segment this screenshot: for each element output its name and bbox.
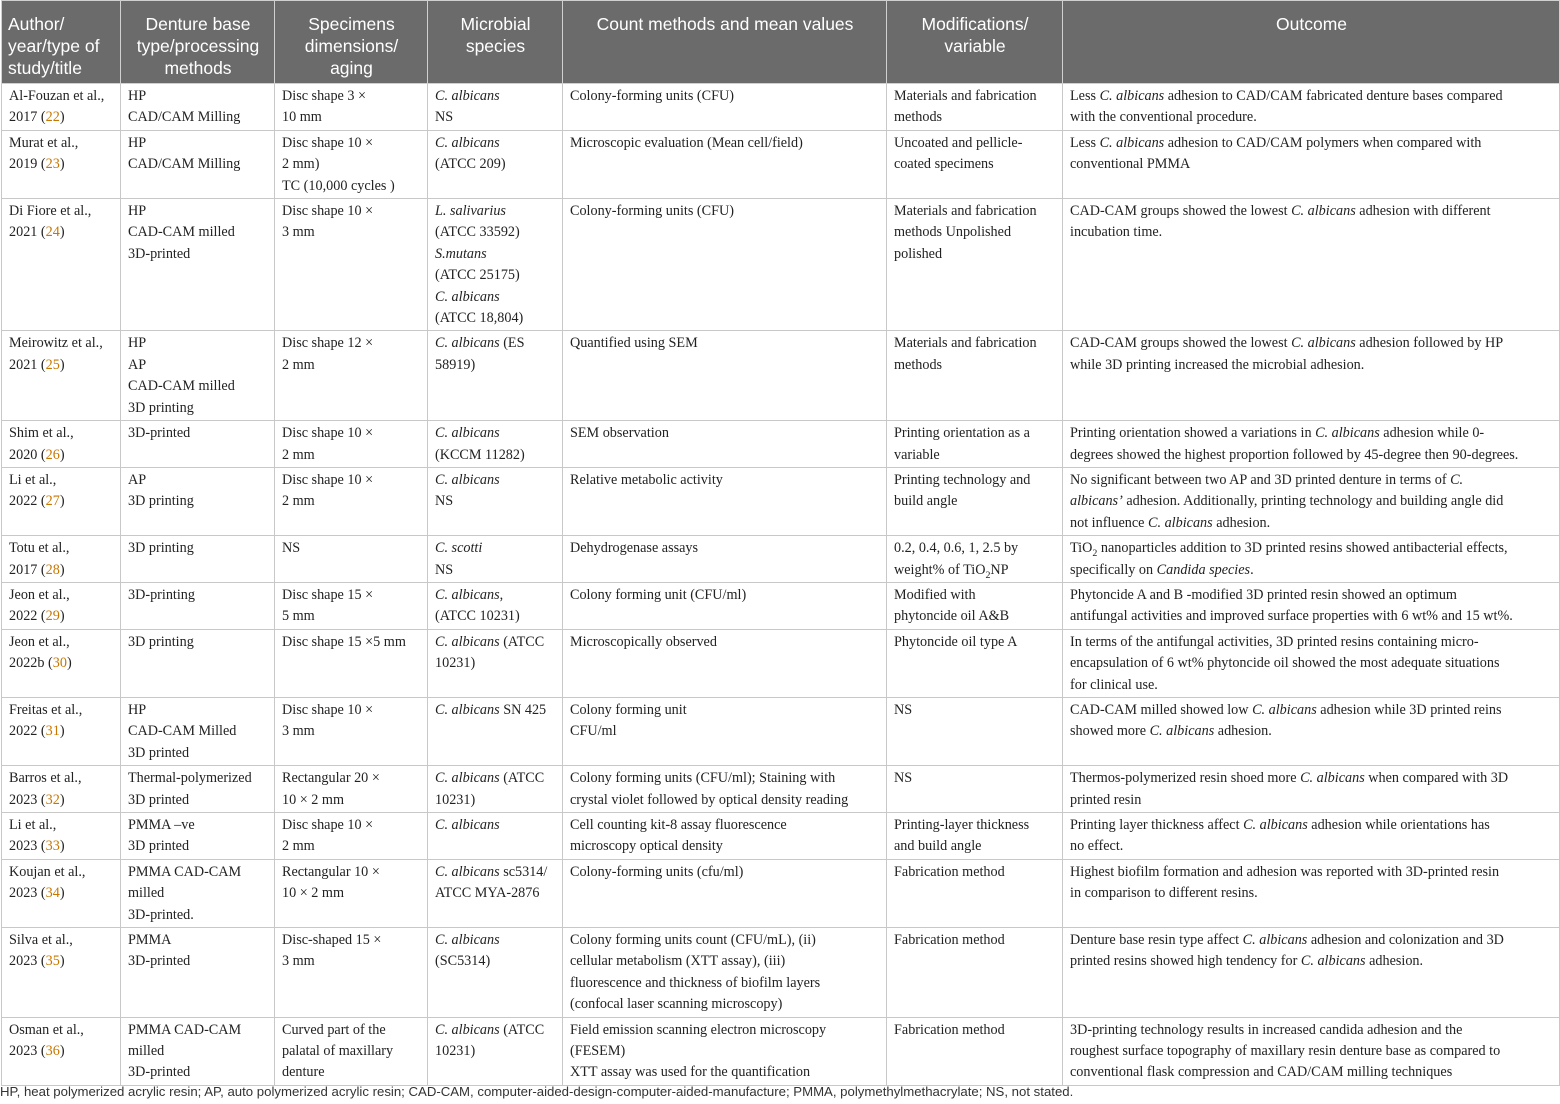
subscript: 2	[985, 569, 991, 581]
cell-specimens: Disc shape 10 × 2 mm	[275, 813, 428, 860]
cell-author: Barros et al., 2023 (32)	[2, 766, 121, 813]
table-row	[2, 467, 1560, 535]
table-row	[2, 697, 1560, 765]
species-name: C. albicans	[1099, 88, 1165, 104]
cell-author: Jeon et al., 2022 (29)	[2, 582, 121, 629]
cell-modifications: NS	[887, 697, 1063, 765]
cell-denture-base: AP 3D printing	[121, 467, 275, 535]
cell-specimens: Disc shape 15 ×5 mm	[275, 629, 428, 697]
cell-denture-base: HP AP CAD-CAM milled 3D printing	[121, 331, 275, 421]
cell-author: Koujan et al., 2023 (34)	[2, 859, 121, 927]
cell-count-methods: Colony-forming units (CFU)	[563, 84, 887, 131]
cell-count-methods: Colony-forming units (cfu/ml)	[563, 859, 887, 927]
species-name: C. albicans	[435, 701, 500, 718]
species-name: C. albicans	[435, 932, 500, 949]
reference-link[interactable]: 32	[45, 791, 60, 808]
table-row	[2, 629, 1560, 697]
cell-specimens: Disc shape 15 × 5 mm	[275, 582, 428, 629]
cell-outcome: TiO$_2$ nanoparticles addition to 3D printed resins showed antibacterial effects, specifically on Candida species.	[1063, 536, 1560, 583]
table-row	[2, 536, 1560, 583]
cell-count-methods: Field emission scanning electron microscopy (FESEM) XTT assay was used for the quantification	[563, 1017, 887, 1085]
cell-specimens: Disc shape 12 × 2 mm	[275, 331, 428, 421]
cell-author: Meirowitz et al., 2021 (25)	[2, 331, 121, 421]
species-name: C. albicans	[435, 425, 500, 442]
cell-modifications: Printing technology and build angle	[887, 467, 1063, 535]
species-name: C. albicans	[1252, 701, 1317, 718]
cell-author: Shim et al., 2020 (26)	[2, 421, 121, 468]
cell-microbial-species: C. albicans NS	[428, 467, 563, 535]
reference-link[interactable]: 34	[45, 885, 60, 902]
cell-specimens: Rectangular 10 × 10 × 2 mm	[275, 859, 428, 927]
cell-count-methods: Microscopically observed	[563, 629, 887, 697]
cell-outcome: CAD-CAM milled showed low C. albicans adhesion while 3D printed reins showed more C. albicans adhesion.	[1063, 697, 1560, 765]
cell-author: Al-Fouzan et al., 2017 (22)	[2, 84, 121, 131]
cell-outcome: Phytoncide A and B -modified 3D printed resin showed an optimum antifungal activities and improved surface properties with 6 wt% and 15 wt%.	[1063, 582, 1560, 629]
species-name: albicans’	[1070, 493, 1123, 510]
cell-outcome: Less C. albicans adhesion to CAD/CAM polymers when compared with conventional PMMA	[1063, 130, 1560, 198]
table-row	[2, 582, 1560, 629]
species-name: C. albicans	[1099, 134, 1165, 151]
header-modifications: Modifications/ variable	[887, 1, 1063, 84]
cell-author: Di Fiore et al., 2021 (24)	[2, 199, 121, 331]
cell-count-methods: Cell counting kit-8 assay fluorescence microscopy optical density	[563, 813, 887, 860]
reference-link[interactable]: 31	[45, 723, 60, 740]
cell-denture-base: 3D-printed	[121, 421, 275, 468]
cell-microbial-species: C. albicans NS	[428, 84, 563, 131]
cell-specimens: Disc shape 10 × 2 mm) TC (10,000 cycles )	[275, 130, 428, 198]
cell-outcome: CAD-CAM groups showed the lowest C. albicans adhesion with different incubation time.	[1063, 199, 1560, 331]
cell-outcome: Printing layer thickness affect C. albicans adhesion while orientations has no effect.	[1063, 813, 1560, 860]
cell-specimens: Disc shape 10 × 3 mm	[275, 199, 428, 331]
cell-specimens: Curved part of the palatal of maxillary denture	[275, 1017, 428, 1085]
table-row	[2, 130, 1560, 198]
cell-denture-base: HP CAD/CAM Milling	[121, 130, 275, 198]
species-name: C. albicans	[435, 471, 500, 488]
species-name: C. albicans	[435, 817, 500, 833]
species-name: C. albicans	[1291, 203, 1356, 220]
table-row	[2, 331, 1560, 421]
cell-microbial-species: C. albicans (ATCC 209)	[428, 130, 563, 198]
species-name: C. albicans	[435, 88, 500, 104]
species-name: C. albicans	[1243, 817, 1308, 833]
cell-count-methods: Colony-forming units (CFU)	[563, 199, 887, 331]
table-row	[2, 813, 1560, 860]
cell-modifications: Fabrication method	[887, 859, 1063, 927]
table-row	[2, 84, 1560, 131]
table-row	[2, 1017, 1560, 1085]
studies-table	[1, 0, 1560, 1086]
species-name: C. albicans	[1242, 932, 1308, 949]
cell-outcome: 3D-printing technology results in increased candida adhesion and the roughest surface topography of maxillary resin denture base as compared to conventional flask compression and CAD/CAM milling techniques	[1063, 1017, 1560, 1085]
cell-count-methods: Colony forming units count (CFU/mL), (ii) cellular metabolism (XTT assay), (iii) fluorescence and thickness of biofilm layers (confocal laser scanning microscopy)	[563, 928, 887, 1018]
cell-outcome: Printing orientation showed a variations in C. albicans adhesion while 0- degrees showed the highest proportion followed by 45-degree then 90-degrees.	[1063, 421, 1560, 468]
cell-microbial-species: C. scotti NS	[428, 536, 563, 583]
header-author: Author/ year/type of study/title	[2, 1, 121, 84]
species-name: C. albicans	[435, 770, 500, 787]
cell-microbial-species: C. albicans (ATCC 10231)	[428, 766, 563, 813]
cell-modifications: Materials and fabrication methods	[887, 84, 1063, 131]
cell-modifications: NS	[887, 766, 1063, 813]
cell-denture-base: HP CAD-CAM milled 3D-printed	[121, 199, 275, 331]
cell-microbial-species: C. albicans (ATCC 10231)	[428, 1017, 563, 1085]
species-name: Candida species	[1156, 561, 1251, 578]
cell-denture-base: HP CAD-CAM Milled 3D printed	[121, 697, 275, 765]
species-name: C. albicans	[435, 134, 500, 151]
species-name: C.	[1450, 471, 1464, 488]
table-row	[2, 859, 1560, 927]
subscript: 2	[1092, 547, 1098, 559]
cell-modifications: Fabrication method	[887, 1017, 1063, 1085]
reference-link[interactable]: 26	[45, 446, 60, 463]
cell-count-methods: Colony forming units (CFU/ml); Staining with crystal violet followed by optical density reading	[563, 766, 887, 813]
table-row	[2, 928, 1560, 1018]
table-body	[2, 84, 1560, 1086]
cell-denture-base: 3D printing	[121, 629, 275, 697]
header-denture-base: Denture base type/processing methods	[121, 1, 275, 84]
cell-author: Li et al., 2022 (27)	[2, 467, 121, 535]
cell-count-methods: Colony forming unit (CFU/ml)	[563, 582, 887, 629]
cell-microbial-species: C. albicans (SC5314)	[428, 928, 563, 1018]
species-name: C. albicans	[1148, 514, 1213, 531]
species-name: C. albicans	[435, 288, 500, 305]
species-name: C. albicans	[435, 1021, 500, 1038]
cell-outcome: Highest biofilm formation and adhesion was reported with 3D-printed resin in comparison to different resins.	[1063, 859, 1560, 927]
cell-modifications: Materials and fabrication methods Unpolished polished	[887, 199, 1063, 331]
cell-specimens: Disc shape 10 × 3 mm	[275, 697, 428, 765]
reference-link[interactable]: 33	[45, 838, 60, 855]
cell-outcome: CAD-CAM groups showed the lowest C. albicans adhesion followed by HP while 3D printing increased the microbial adhesion.	[1063, 331, 1560, 421]
cell-author: Totu et al., 2017 (28)	[2, 536, 121, 583]
species-name: C. albicans	[435, 863, 500, 880]
species-name: L. salivarius	[435, 203, 506, 220]
cell-outcome: Less C. albicans adhesion to CAD/CAM fabricated denture bases compared with the conventional procedure.	[1063, 84, 1560, 131]
reference-link[interactable]: 23	[45, 156, 60, 173]
cell-modifications: 0.2, 0.4, 0.6, 1, 2.5 by weight% of TiO$_2$NP	[887, 536, 1063, 583]
reference-link[interactable]: 29	[45, 608, 60, 625]
reference-link[interactable]: 35	[45, 953, 60, 970]
cell-modifications: Materials and fabrication methods	[887, 331, 1063, 421]
header-outcome: Outcome	[1063, 1, 1560, 84]
species-name: C. albicans	[435, 633, 500, 650]
species-name: C. albicans	[1300, 770, 1365, 787]
cell-author: Silva et al., 2023 (35)	[2, 928, 121, 1018]
species-name: C. albicans	[435, 335, 500, 352]
cell-microbial-species: C. albicans (ATCC 10231)	[428, 629, 563, 697]
cell-count-methods: SEM observation	[563, 421, 887, 468]
species-name: C. albicans	[1300, 953, 1366, 970]
cell-microbial-species: C. albicans (KCCM 11282)	[428, 421, 563, 468]
cell-denture-base: PMMA CAD-CAM milled 3D-printed	[121, 1017, 275, 1085]
cell-outcome: In terms of the antifungal activities, 3D printed resins containing micro- encapsulation of 6 wt% phytoncide oil showed the most adequate situations for clinical use.	[1063, 629, 1560, 697]
cell-modifications: Modified with phytoncide oil A&B	[887, 582, 1063, 629]
cell-microbial-species: C. albicans SN 425	[428, 697, 563, 765]
cell-specimens: Rectangular 20 × 10 × 2 mm	[275, 766, 428, 813]
cell-microbial-species: C. albicans (ES 58919)	[428, 331, 563, 421]
table-row	[2, 766, 1560, 813]
cell-microbial-species: C. albicans, (ATCC 10231)	[428, 582, 563, 629]
header-row	[2, 1, 1560, 84]
cell-microbial-species: C. albicans sc5314/ ATCC MYA-2876	[428, 859, 563, 927]
species-name: C. albicans	[1149, 723, 1215, 740]
cell-denture-base: PMMA CAD-CAM milled 3D-printed.	[121, 859, 275, 927]
cell-specimens: Disc shape 10 × 2 mm	[275, 467, 428, 535]
cell-specimens: NS	[275, 536, 428, 583]
reference-link[interactable]: 22	[45, 109, 60, 126]
cell-author: Li et al., 2023 (33)	[2, 813, 121, 860]
header-microbial-species: Microbial species	[428, 1, 563, 84]
cell-denture-base: PMMA –ve 3D printed	[121, 813, 275, 860]
header-specimens: Specimens dimensions/ aging	[275, 1, 428, 84]
cell-author: Freitas et al., 2022 (31)	[2, 697, 121, 765]
cell-outcome: No significant between two AP and 3D printed denture in terms of C. albicans’ adhesion. Additionally, printing technology and building angle did not influence C. albicans adhesion.	[1063, 467, 1560, 535]
cell-modifications: Uncoated and pellicle- coated specimens	[887, 130, 1063, 198]
cell-author: Osman et al., 2023 (36)	[2, 1017, 121, 1085]
reference-link[interactable]: 30	[52, 655, 67, 672]
reference-link[interactable]: 27	[45, 493, 60, 510]
species-name: C. albicans	[435, 586, 500, 603]
cell-modifications: Printing orientation as a variable	[887, 421, 1063, 468]
cell-count-methods: Quantified using SEM	[563, 331, 887, 421]
header-count-methods: Count methods and mean values	[563, 1, 887, 84]
cell-denture-base: PMMA 3D-printed	[121, 928, 275, 1018]
cell-microbial-species: L. salivarius (ATCC 33592) S.mutans (ATCC 25175) C. albicans (ATCC 18,804)	[428, 199, 563, 331]
cell-author: Murat et al., 2019 (23)	[2, 130, 121, 198]
species-name: C. albicans	[1315, 425, 1380, 442]
table-footnote: HP, heat polymerized acrylic resin; AP, auto polymerized acrylic resin; CAD-CAM, computer-aided-design-computer-aided-manufacture; PMMA, polymethylmethacrylate; NS, not stated.	[0, 1084, 1074, 1099]
reference-link[interactable]: 25	[45, 356, 60, 373]
cell-count-methods: Microscopic evaluation (Mean cell/field)	[563, 130, 887, 198]
cell-specimens: Disc shape 10 × 2 mm	[275, 421, 428, 468]
reference-link[interactable]: 24	[45, 224, 60, 241]
cell-count-methods: Dehydrogenase assays	[563, 536, 887, 583]
cell-count-methods: Relative metabolic activity	[563, 467, 887, 535]
cell-modifications: Printing-layer thickness and build angle	[887, 813, 1063, 860]
cell-specimens: Disc-shaped 15 × 3 mm	[275, 928, 428, 1018]
cell-denture-base: Thermal-polymerized 3D printed	[121, 766, 275, 813]
reference-link[interactable]: 36	[45, 1043, 60, 1060]
reference-link[interactable]: 28	[45, 561, 60, 578]
species-name: C. albicans	[1291, 335, 1356, 352]
cell-denture-base: HP CAD/CAM Milling	[121, 84, 275, 131]
cell-denture-base: 3D printing	[121, 536, 275, 583]
cell-author: Jeon et al., 2022b (30)	[2, 629, 121, 697]
cell-count-methods: Colony forming unit CFU/ml	[563, 697, 887, 765]
cell-specimens: Disc shape 3 × 10 mm	[275, 84, 428, 131]
cell-outcome: Denture base resin type affect C. albicans adhesion and colonization and 3D printed resins showed high tendency for C. albicans adhesion.	[1063, 928, 1560, 1018]
species-name: S.mutans	[435, 245, 487, 262]
species-name: C. scotti	[435, 540, 483, 557]
cell-modifications: Fabrication method	[887, 928, 1063, 1018]
cell-modifications: Phytoncide oil type A	[887, 629, 1063, 697]
table-row	[2, 199, 1560, 331]
cell-microbial-species	[428, 813, 563, 860]
cell-denture-base: 3D-printing	[121, 582, 275, 629]
cell-outcome: Thermos-polymerized resin shoed more C. albicans when compared with 3D printed resin	[1063, 766, 1560, 813]
table-row	[2, 421, 1560, 468]
